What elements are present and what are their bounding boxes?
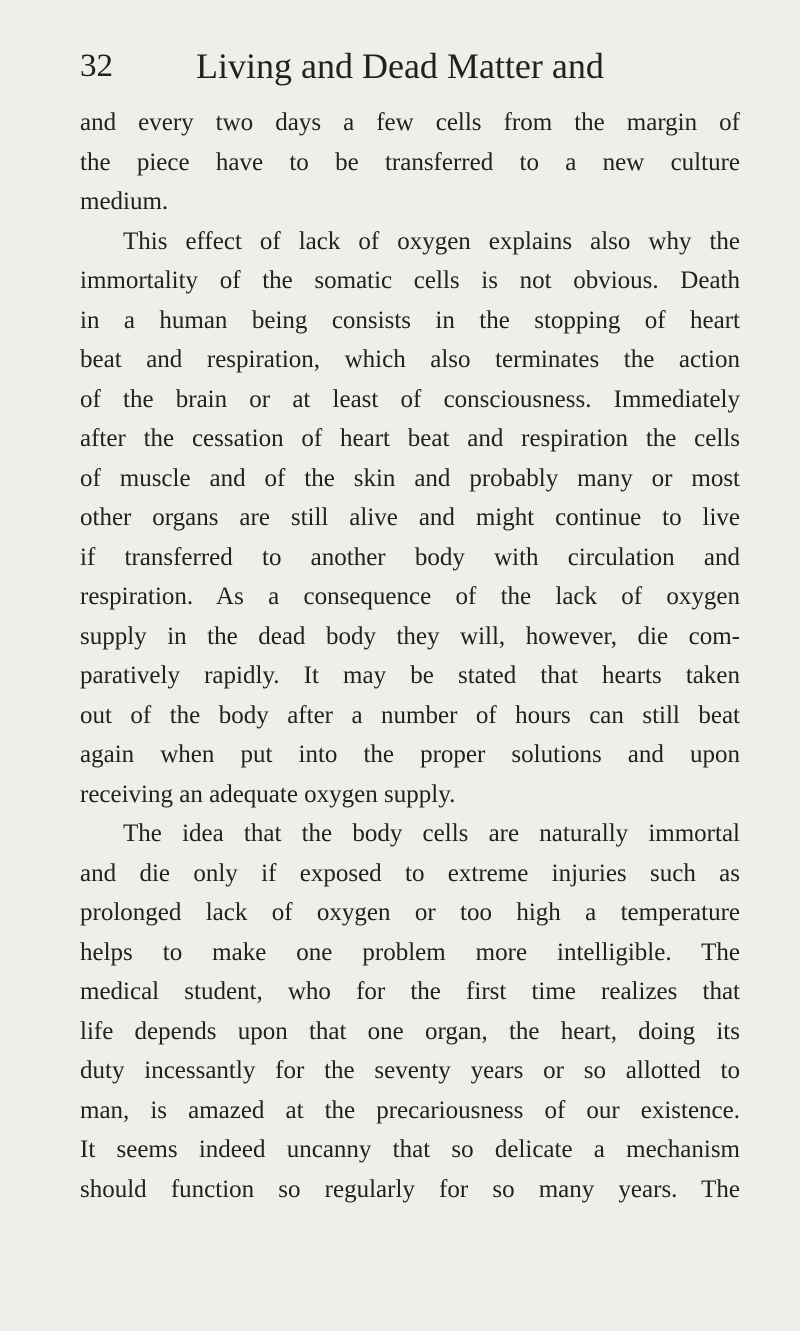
text-line: immortality of the somatic cells is not obvious. Death bbox=[80, 267, 740, 294]
text-line: respiration. As a consequence of the lack of oxygen bbox=[80, 583, 740, 610]
text-line: paratively rapidly. It may be stated that hearts taken bbox=[80, 662, 740, 689]
text-line: supply in the dead body they will, however, die com- bbox=[80, 622, 740, 650]
text-line: medium. bbox=[80, 188, 169, 215]
text-line: receiving an adequate oxygen supply. bbox=[80, 780, 456, 808]
text-line: This effect of lack of oxygen explains also why the bbox=[123, 227, 740, 255]
text-line: The idea that the body cells are naturally immortal bbox=[123, 820, 740, 847]
text-line: helps to make one problem more intelligible. The bbox=[80, 938, 740, 966]
text-line: again when put into the proper solutions and upon bbox=[80, 741, 740, 768]
text-line: of the brain or at least of consciousness. Immediately bbox=[80, 385, 740, 413]
text-line: beat and respiration, which also terminates the action bbox=[80, 346, 740, 373]
text-line: life depends upon that one organ, the heart, doing its bbox=[80, 1017, 740, 1045]
text-line: and die only if exposed to extreme injuries such as bbox=[80, 859, 740, 887]
text-line: out of the body after a number of hours can still beat bbox=[80, 701, 740, 729]
text-line: man, is amazed at the precariousness of our existence. bbox=[80, 1096, 740, 1124]
running-title: Living and Dead Matter and bbox=[196, 46, 604, 86]
text-line: and every two days a few cells from the margin of bbox=[80, 109, 740, 136]
text-line: after the cessation of heart beat and respiration the cells bbox=[80, 425, 740, 452]
text-line: if transferred to another body with circulation and bbox=[80, 543, 740, 571]
text-line: It seems indeed uncanny that so delicate a mechanism bbox=[80, 1136, 740, 1163]
text-line: medical student, who for the first time realizes that bbox=[80, 978, 740, 1005]
text-line: of muscle and of the skin and probably many or most bbox=[80, 464, 740, 492]
page-number: 32 bbox=[80, 48, 113, 84]
text-line: other organs are still alive and might continue to live bbox=[80, 504, 740, 531]
text-line: in a human being consists in the stopping of heart bbox=[80, 306, 740, 334]
running-head bbox=[80, 40, 740, 92]
text-line: the piece have to be transferred to a new culture bbox=[80, 148, 740, 176]
text-line: duty incessantly for the seventy years or so allotted to bbox=[80, 1057, 740, 1084]
text-line: should function so regularly for so many years. The bbox=[80, 1175, 740, 1203]
text-line: prolonged lack of oxygen or too high a temperature bbox=[80, 899, 740, 926]
body-text bbox=[80, 103, 740, 1209]
